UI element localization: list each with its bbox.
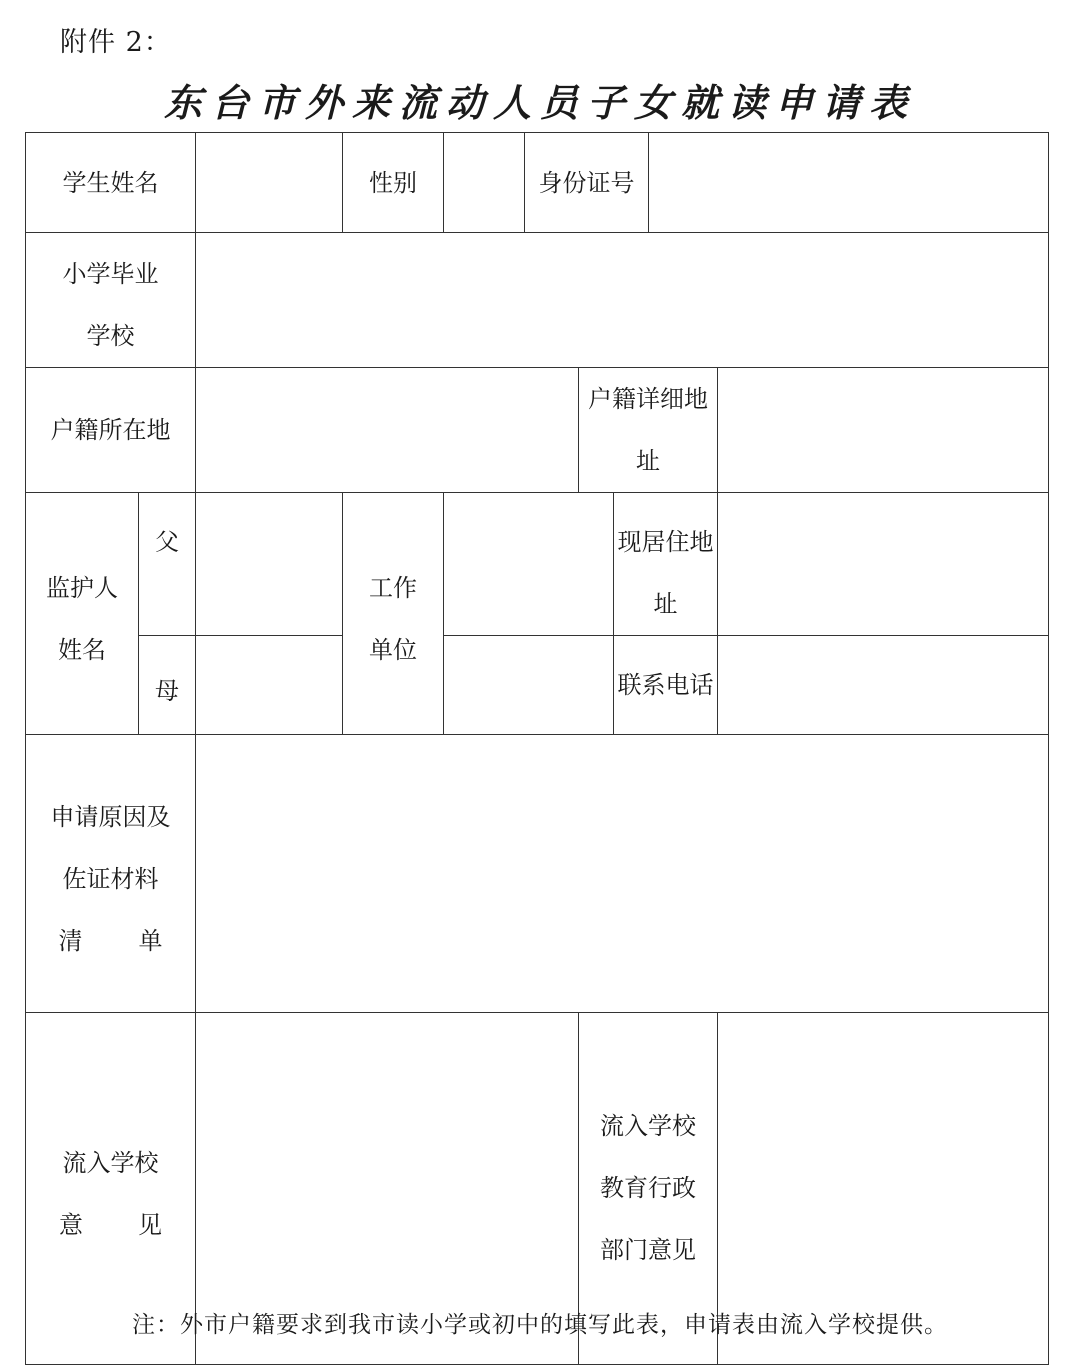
application-form-table (25, 132, 1049, 1365)
row-primary-school (26, 233, 1049, 368)
student-name-field[interactable] (196, 133, 343, 233)
father-work-field[interactable] (444, 493, 614, 636)
dept-opinion-label: 流入学校 教育行政 部门意见 (579, 1013, 718, 1365)
reason-field[interactable] (196, 735, 1049, 1013)
phone-label: 联系电话 (614, 636, 718, 735)
row-student-info (26, 133, 1049, 233)
hukou-address-label: 户籍详细地址 (579, 368, 718, 493)
current-address-label: 现居住地址 (614, 493, 718, 636)
hukou-location-label: 户籍所在地 (26, 368, 196, 493)
mother-name-field[interactable] (196, 636, 343, 735)
gender-field[interactable] (444, 133, 525, 233)
footer-note: 注：外市户籍要求到我市读小学或初中的填写此表，申请表由流入学校提供。 (132, 1312, 948, 1338)
guardian-name-label: 监护人 姓名 (26, 493, 139, 735)
student-name-label: 学生姓名 (26, 133, 196, 233)
primary-school-label: 小学毕业 学校 (26, 233, 196, 368)
row-mother (26, 636, 1049, 735)
hukou-location-field[interactable] (196, 368, 579, 493)
attachment-label: 附件 2： (60, 27, 172, 58)
work-unit-label: 工作 单位 (343, 493, 444, 735)
mother-label: 母 (139, 636, 196, 735)
father-label: 父 (139, 493, 196, 636)
current-address-field[interactable] (718, 493, 1049, 636)
id-number-field[interactable] (649, 133, 1049, 233)
gender-label: 性别 (343, 133, 444, 233)
school-opinion-label: 流入学校 意见 (26, 1013, 196, 1365)
form-title: 东台市外来流动人员子女就读申请表 (163, 80, 916, 125)
reason-label: 申请原因及 佐证材料 清单 (26, 735, 196, 1013)
row-hukou (26, 368, 1049, 493)
primary-school-field[interactable] (196, 233, 1049, 368)
mother-work-field[interactable] (444, 636, 614, 735)
row-father (26, 493, 1049, 636)
hukou-address-field[interactable] (718, 368, 1049, 493)
row-reason (26, 735, 1049, 1013)
phone-field[interactable] (718, 636, 1049, 735)
father-name-field[interactable] (196, 493, 343, 636)
id-number-label: 身份证号 (525, 133, 649, 233)
